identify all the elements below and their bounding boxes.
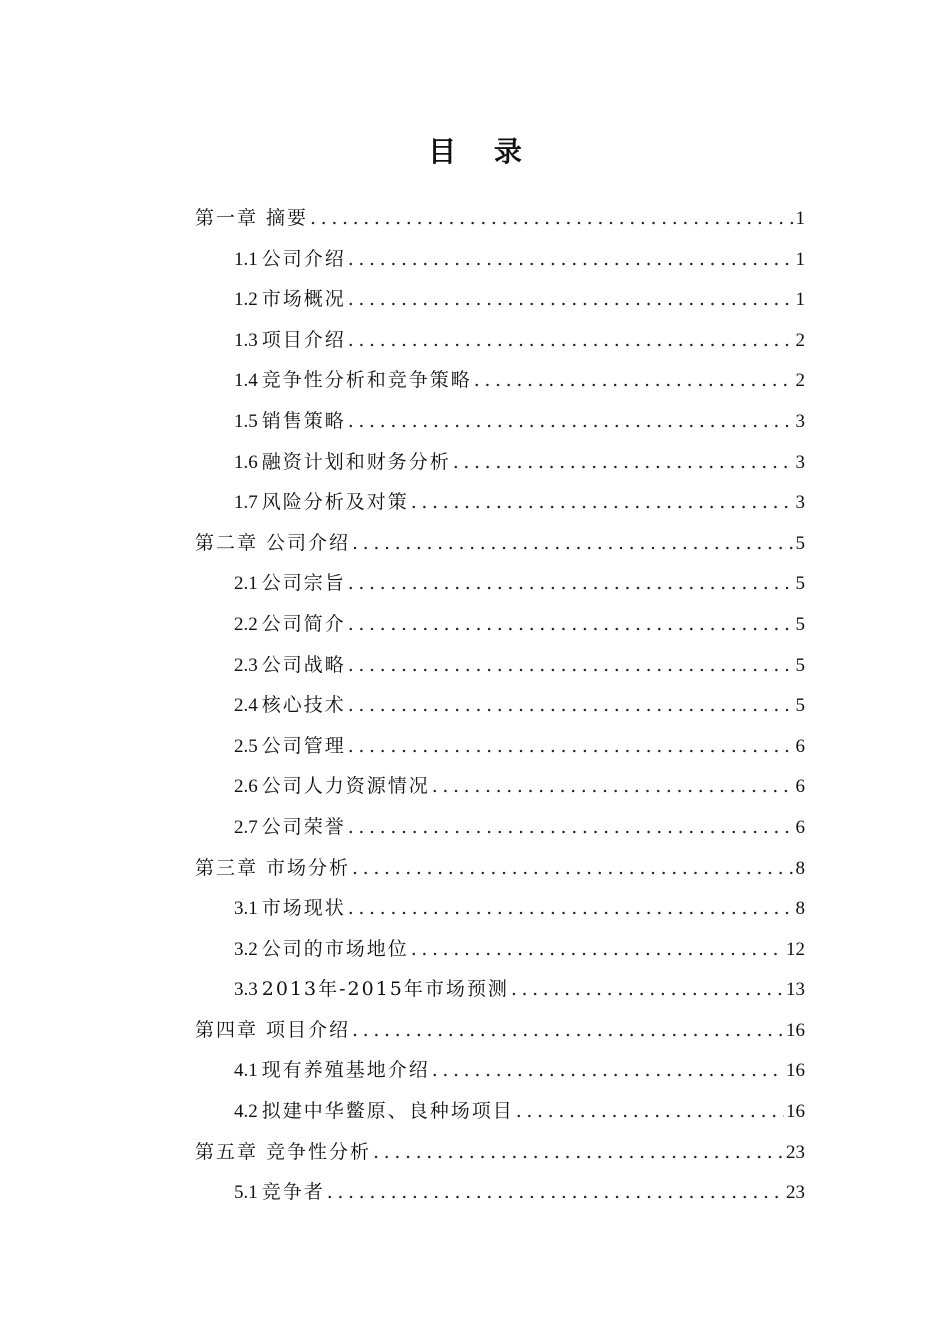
toc-entry-label: 项目介绍 <box>261 328 346 351</box>
dot-leader <box>348 239 794 280</box>
toc-entry-text <box>234 888 346 930</box>
toc-entry[interactable] <box>191 401 805 442</box>
toc-entry-number: 2.7 <box>234 816 258 838</box>
toc-entry[interactable] <box>191 1132 805 1173</box>
toc-entry-label: 公司介绍 <box>261 247 346 270</box>
toc-entry-number: 2.2 <box>234 613 258 635</box>
toc-entry-number: 2.5 <box>234 735 258 757</box>
toc-title: 目 录 <box>428 135 536 168</box>
toc-entry-number: 1.3 <box>234 329 258 351</box>
toc-entry-label: 融资计划和财务分析 <box>261 450 451 473</box>
dot-leader <box>373 1132 784 1173</box>
toc-page-number: 3 <box>795 410 805 432</box>
dot-leader <box>348 563 794 604</box>
toc-entry-label: 竞争性分析和竞争策略 <box>261 369 472 392</box>
toc-entry-text <box>234 604 346 646</box>
toc-page-number: 8 <box>795 857 805 879</box>
toc-entry[interactable] <box>191 1050 805 1091</box>
dot-leader <box>411 929 784 970</box>
dot-leader <box>348 320 794 361</box>
toc-entry[interactable] <box>191 848 805 889</box>
toc-entry-text <box>234 807 346 849</box>
toc-entry[interactable] <box>191 1010 805 1051</box>
toc-page-number: 16 <box>786 1101 805 1123</box>
toc-entry-text <box>234 239 346 281</box>
toc-entry-text <box>234 726 346 768</box>
toc-entry-label: 第四章 项目介绍 <box>195 1018 351 1041</box>
toc-entry-label: 公司人力资源情况 <box>261 775 430 798</box>
toc-page-number: 6 <box>795 816 805 838</box>
toc-entry-number: 3.2 <box>234 938 258 960</box>
toc-entry-label: 公司简介 <box>261 612 346 635</box>
toc-page-number: 2 <box>795 329 805 351</box>
toc-page-number: 13 <box>786 979 805 1001</box>
toc-entry[interactable] <box>191 888 805 929</box>
dot-leader <box>348 279 794 320</box>
toc-entry[interactable] <box>191 239 805 280</box>
toc-entry-label: 公司管理 <box>261 734 346 757</box>
toc-entry-text <box>191 848 350 890</box>
dot-leader <box>310 198 793 239</box>
toc-entry-text <box>191 1010 350 1052</box>
toc-entry[interactable] <box>191 320 805 361</box>
toc-entry-text <box>234 1091 514 1133</box>
toc-entry-label: 第三章 市场分析 <box>195 856 351 879</box>
toc-page-number: 6 <box>795 735 805 757</box>
toc-entry-label: 核心技术 <box>261 694 346 717</box>
dot-leader <box>348 888 794 929</box>
toc-entry-number: 2.4 <box>234 695 258 717</box>
dot-leader <box>348 726 794 767</box>
dot-leader <box>327 1172 784 1213</box>
toc-entry-label: 公司战略 <box>261 653 346 676</box>
dot-leader <box>511 969 784 1010</box>
toc-entry-number: 1.6 <box>234 451 258 473</box>
toc-entry[interactable] <box>191 198 805 239</box>
toc-page-number: 2 <box>795 370 805 392</box>
toc-page-number: 16 <box>786 1019 805 1041</box>
toc-page-number: 8 <box>795 898 805 920</box>
toc-page-number: 3 <box>795 492 805 514</box>
toc-entry-label: 2013年-2015年市场预测 <box>261 978 509 1001</box>
toc-entry-text <box>234 360 472 402</box>
toc-page-number: 5 <box>795 573 805 595</box>
toc-entry-label: 第二章 公司介绍 <box>195 531 351 554</box>
toc-entry[interactable] <box>191 523 805 564</box>
toc-page-number: 1 <box>795 208 805 229</box>
toc-page-number: 23 <box>786 1182 805 1204</box>
toc-entry-number: 1.5 <box>234 410 258 432</box>
toc-entry[interactable] <box>191 807 805 848</box>
toc-entry-number: 1.1 <box>234 248 258 270</box>
toc-entry-label: 公司宗旨 <box>261 572 346 595</box>
toc-entry-text <box>234 482 409 524</box>
toc-entry-label: 市场概况 <box>261 288 346 311</box>
dot-leader <box>352 848 793 889</box>
toc-page-number: 5 <box>795 695 805 717</box>
toc-entry-number: 2.1 <box>234 573 258 595</box>
toc-entry-number: 2.6 <box>234 776 258 798</box>
toc-entry-label: 拟建中华鳖原、良种场项目 <box>261 1100 514 1123</box>
toc-entry-label: 竞争者 <box>261 1181 325 1204</box>
toc-entry-text <box>234 1050 430 1092</box>
toc-entry[interactable] <box>191 482 805 523</box>
dot-leader <box>474 360 794 401</box>
toc-page-number: 6 <box>795 776 805 798</box>
dot-leader <box>352 523 793 564</box>
toc-entry[interactable] <box>191 1172 805 1213</box>
toc-entry-text <box>234 766 430 808</box>
dot-leader <box>348 604 794 645</box>
toc-entry[interactable] <box>191 442 805 483</box>
dot-leader <box>348 645 794 686</box>
toc-entry-text <box>234 969 509 1011</box>
toc-entry-number: 2.3 <box>234 654 258 676</box>
toc-entry[interactable] <box>191 766 805 807</box>
toc-entry-text <box>234 442 451 484</box>
dot-leader <box>352 1010 784 1051</box>
dot-leader <box>348 401 794 442</box>
toc-entry-text <box>234 1172 325 1214</box>
toc-entry-label: 市场现状 <box>261 897 346 920</box>
toc-page-number: 23 <box>786 1141 805 1163</box>
toc-entry[interactable] <box>191 1091 805 1132</box>
dot-leader <box>516 1091 784 1132</box>
toc-entry-number: 1.7 <box>234 492 258 514</box>
toc-entry-number: 5.1 <box>234 1182 258 1204</box>
dot-leader <box>453 442 794 483</box>
toc-entry-number: 1.4 <box>234 370 258 392</box>
toc-entry-text <box>234 279 346 321</box>
toc-entry-label: 公司的市场地位 <box>261 937 409 960</box>
toc-page-number: 5 <box>795 654 805 676</box>
dot-leader <box>432 766 794 807</box>
toc-entry-number: 3.3 <box>234 979 258 1001</box>
dot-leader <box>348 685 794 726</box>
toc-page-number: 16 <box>786 1060 805 1082</box>
toc-entry[interactable] <box>191 563 805 604</box>
toc-entry-label: 第五章 竞争性分析 <box>195 1140 372 1163</box>
dot-leader <box>411 482 794 523</box>
toc-entry-label: 第一章 摘要 <box>195 207 309 229</box>
toc-entry[interactable] <box>191 360 805 401</box>
toc-entry-number: 4.1 <box>234 1060 258 1082</box>
toc-entry[interactable] <box>191 604 805 645</box>
toc-entry-text <box>234 685 346 727</box>
toc-entry-text <box>234 645 346 687</box>
toc-entry[interactable] <box>191 969 805 1010</box>
toc-entry-label: 现有养殖基地介绍 <box>261 1059 430 1082</box>
toc-entry[interactable] <box>191 279 805 320</box>
toc-list <box>191 198 805 1213</box>
dot-leader <box>348 807 794 848</box>
toc-entry-number: 3.1 <box>234 898 258 920</box>
toc-entry[interactable] <box>191 645 805 686</box>
toc-entry-text <box>234 563 346 605</box>
toc-entry[interactable] <box>191 726 805 767</box>
toc-entry-text <box>191 198 308 240</box>
toc-entry-label: 公司荣誉 <box>261 815 346 838</box>
dot-leader <box>432 1050 784 1091</box>
toc-page-number: 5 <box>795 532 805 554</box>
toc-entry-text <box>234 320 346 362</box>
toc-page-number: 1 <box>795 248 805 270</box>
toc-page-number: 3 <box>795 451 805 473</box>
toc-entry-number: 4.2 <box>234 1101 258 1123</box>
toc-entry-text <box>191 523 350 565</box>
toc-page-number: 5 <box>795 613 805 635</box>
toc-entry-label: 风险分析及对策 <box>261 491 409 514</box>
toc-page-number: 1 <box>795 289 805 311</box>
toc-page-number: 12 <box>786 938 805 960</box>
toc-entry-number: 1.2 <box>234 289 258 311</box>
toc-entry-text <box>234 929 409 971</box>
toc-entry-label: 销售策略 <box>261 409 346 432</box>
toc-entry-text <box>191 1132 371 1174</box>
toc-entry[interactable] <box>191 685 805 726</box>
toc-entry[interactable] <box>191 929 805 970</box>
toc-entry-text <box>234 401 346 443</box>
